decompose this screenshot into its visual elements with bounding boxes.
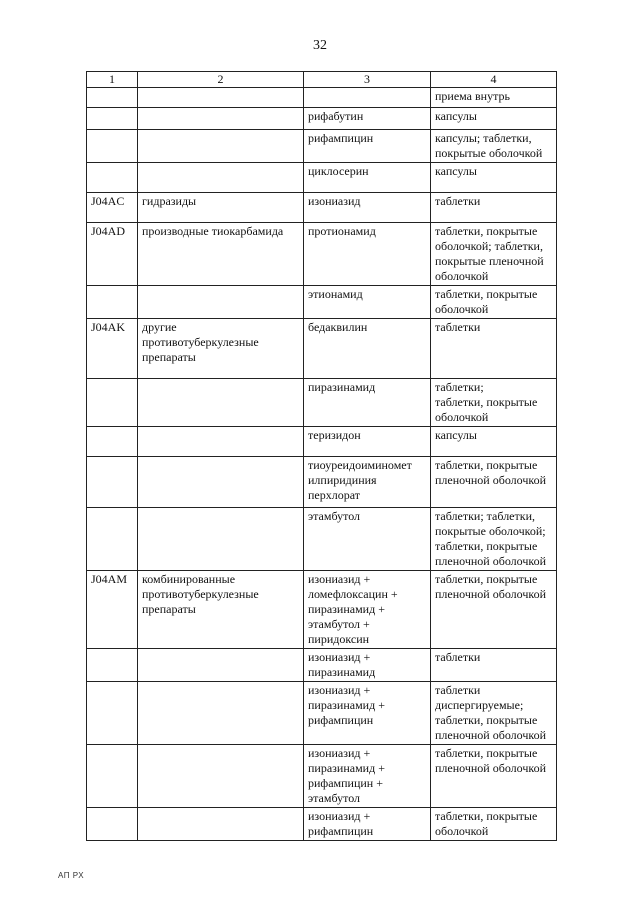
dosage-form-cell — [431, 457, 557, 508]
drug-name-cell-text: тиоуреидоиминомет илпиридиния перхлорат — [308, 458, 412, 502]
drug-name-cell-text: изониазид + ломефлоксацин + пиразинамид + этамбутол + пиридоксин — [308, 572, 398, 646]
drug-group-cell — [138, 223, 304, 286]
drug-group-cell — [138, 88, 304, 108]
drug-name-cell-text: пиразинамид — [308, 380, 376, 394]
dosage-form-cell-text: капсулы; таблетки, покрытые оболочкой — [435, 131, 543, 160]
drug-name-cell — [304, 682, 431, 745]
drug-name-cell-text: рифампицин — [308, 131, 374, 145]
drug-group-cell — [138, 808, 304, 841]
dosage-form-cell-text: таблетки; таблетки, покрытые оболочкой — [435, 380, 538, 424]
atc-code-cell — [87, 193, 138, 223]
drug-group-cell — [138, 649, 304, 682]
table-row — [87, 286, 557, 319]
dosage-form-cell — [431, 193, 557, 223]
drug-name-cell — [304, 379, 431, 427]
drug-name-cell — [304, 427, 431, 457]
drug-name-cell-text: циклосерин — [308, 164, 369, 178]
dosage-form-cell-text: капсулы — [435, 428, 477, 442]
page-number: 32 — [313, 38, 327, 53]
atc-code-cell — [87, 88, 138, 108]
table-row — [87, 508, 557, 571]
atc-code-cell — [87, 745, 138, 808]
drug-group-cell — [138, 571, 304, 649]
table-row — [87, 571, 557, 649]
drug-name-cell-text: рифабутин — [308, 109, 364, 123]
atc-code-cell-text: J04AC — [91, 194, 125, 208]
dosage-form-cell-text: капсулы — [435, 109, 477, 123]
drug-group-cell — [138, 457, 304, 508]
drug-name-cell — [304, 88, 431, 108]
table-row — [87, 193, 557, 223]
drug-group-cell — [138, 427, 304, 457]
drug-name-cell-text: этамбутол — [308, 509, 361, 523]
dosage-form-cell — [431, 130, 557, 163]
dosage-form-cell-text: капсулы — [435, 164, 477, 178]
drug-name-cell — [304, 163, 431, 193]
table-row — [87, 745, 557, 808]
drug-name-cell — [304, 457, 431, 508]
drug-name-cell — [304, 319, 431, 379]
atc-code-cell-text: J04AK — [91, 320, 126, 334]
drug-group-cell — [138, 108, 304, 130]
dosage-form-cell — [431, 745, 557, 808]
drug-group-cell — [138, 745, 304, 808]
drug-group-cell-text: производные тиокарбамида — [142, 224, 284, 238]
atc-code-cell-text: J04AD — [91, 224, 126, 238]
drug-group-cell — [138, 130, 304, 163]
drug-name-cell-text: этионамид — [308, 287, 363, 301]
drug-name-cell-text: изониазид + пиразинамид — [308, 650, 376, 679]
drug-name-cell — [304, 745, 431, 808]
dosage-form-cell-text: таблетки — [435, 320, 481, 334]
table-row — [87, 427, 557, 457]
atc-code-cell — [87, 379, 138, 427]
drug-name-cell-text: изониазид + пиразинамид + рифампицин + этамбутол — [308, 746, 385, 805]
drug-name-cell-text: изониазид + пиразинамид + рифампицин — [308, 683, 385, 727]
drug-name-cell-text: протионамид — [308, 224, 376, 238]
drug-name-cell — [304, 649, 431, 682]
atc-code-cell — [87, 223, 138, 286]
atc-code-cell — [87, 649, 138, 682]
atc-code-cell — [87, 427, 138, 457]
table-row — [87, 130, 557, 163]
drug-name-cell — [304, 223, 431, 286]
drug-group-cell-text: другие противотуберкулезные препараты — [142, 320, 259, 364]
drug-group-cell — [138, 379, 304, 427]
atc-code-cell — [87, 130, 138, 163]
drug-name-cell-text: бедаквилин — [308, 320, 368, 334]
dosage-form-cell-text: таблетки — [435, 194, 481, 208]
atc-code-cell — [87, 457, 138, 508]
atc-code-cell — [87, 286, 138, 319]
drug-name-cell — [304, 808, 431, 841]
dosage-form-cell — [431, 88, 557, 108]
dosage-form-cell-text: таблетки; таблетки, покрытые оболочкой; таблетки, покрытые пленочной оболочкой — [435, 509, 547, 568]
column-header: 4 — [431, 72, 557, 88]
table-row — [87, 108, 557, 130]
footer-mark: АП РХ — [58, 871, 85, 880]
table-header-row — [87, 72, 557, 88]
drug-group-cell — [138, 319, 304, 379]
dosage-form-cell — [431, 508, 557, 571]
atc-code-cell — [87, 808, 138, 841]
table-row — [87, 163, 557, 193]
atc-code-cell — [87, 571, 138, 649]
dosage-form-cell-text: таблетки, покрытые оболочкой — [435, 809, 538, 838]
dosage-form-cell-text: таблетки диспергируемые; таблетки, покрытые пленочной оболочкой — [435, 683, 547, 742]
dosage-form-cell — [431, 427, 557, 457]
drug-name-cell-text: изониазид — [308, 194, 361, 208]
dosage-form-cell — [431, 379, 557, 427]
drug-name-cell — [304, 508, 431, 571]
drug-group-cell-text: комбинированные противотуберкулезные препараты — [142, 572, 259, 616]
dosage-form-cell-text: таблетки, покрытые оболочкой; таблетки, покрытые пленочной оболочкой — [435, 224, 544, 283]
table-row — [87, 319, 557, 379]
atc-code-cell — [87, 163, 138, 193]
table-row — [87, 682, 557, 745]
dosage-form-cell — [431, 808, 557, 841]
drug-group-cell — [138, 163, 304, 193]
atc-code-cell — [87, 108, 138, 130]
dosage-form-cell — [431, 163, 557, 193]
dosage-form-cell-text: таблетки, покрытые пленочной оболочкой — [435, 572, 547, 601]
drug-group-cell-text: гидразиды — [142, 194, 197, 208]
column-header: 1 — [87, 72, 138, 88]
dosage-form-cell — [431, 649, 557, 682]
dosage-form-cell — [431, 682, 557, 745]
atc-code-cell — [87, 508, 138, 571]
drug-group-cell — [138, 508, 304, 571]
atc-code-cell-text: J04AM — [91, 572, 128, 586]
dosage-form-cell-text: таблетки, покрытые пленочной оболочкой — [435, 458, 547, 487]
atc-code-cell — [87, 319, 138, 379]
table-body — [87, 88, 557, 841]
drug-name-cell-text: изониазид + рифампицин — [308, 809, 374, 838]
dosage-form-cell — [431, 571, 557, 649]
dosage-form-cell — [431, 319, 557, 379]
table-row — [87, 379, 557, 427]
table-row — [87, 223, 557, 286]
drug-name-cell-text: теризидон — [308, 428, 361, 442]
drug-name-cell — [304, 130, 431, 163]
drug-table — [86, 71, 557, 841]
drug-group-cell — [138, 682, 304, 745]
dosage-form-cell-text: таблетки — [435, 650, 481, 664]
table-row — [87, 457, 557, 508]
drug-group-cell — [138, 286, 304, 319]
drug-name-cell — [304, 286, 431, 319]
column-header: 2 — [138, 72, 304, 88]
column-header: 3 — [304, 72, 431, 88]
table-row — [87, 808, 557, 841]
table-row — [87, 88, 557, 108]
drug-name-cell — [304, 108, 431, 130]
drug-group-cell — [138, 193, 304, 223]
table-row — [87, 649, 557, 682]
dosage-form-cell-text: таблетки, покрытые оболочкой — [435, 287, 538, 316]
dosage-form-cell-text: приема внутрь — [435, 89, 510, 103]
drug-name-cell — [304, 571, 431, 649]
dosage-form-cell — [431, 108, 557, 130]
drug-name-cell — [304, 193, 431, 223]
atc-code-cell — [87, 682, 138, 745]
dosage-form-cell-text: таблетки, покрытые пленочной оболочкой — [435, 746, 547, 775]
dosage-form-cell — [431, 223, 557, 286]
dosage-form-cell — [431, 286, 557, 319]
